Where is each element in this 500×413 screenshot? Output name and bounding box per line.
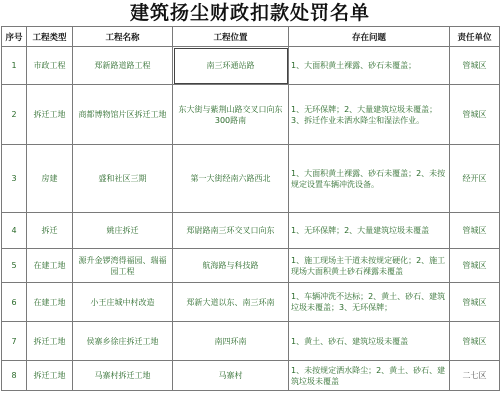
cell-name: 姚庄拆迁 [73,213,173,249]
cell-type: 拆迁工地 [27,85,73,145]
cell-name: 商都博物馆片区拆迁工地 [73,85,173,145]
cell-location: 第一大街经南六路西北 [173,145,289,213]
cell-no: 5 [2,249,27,283]
header-name: 工程名称 [73,27,173,47]
cell-unit: 管城区 [450,85,500,145]
cell-location: 东大街与紫荆山路交叉口向东300路南 [173,85,289,145]
cell-unit: 二七区 [450,361,500,391]
cell-name: 郑新路道路工程 [73,47,173,85]
cell-unit: 管城区 [450,283,500,322]
cell-name: 侯寨乡徐庄拆迁工地 [73,322,173,361]
cell-unit: 经开区 [450,145,500,213]
table-row [2,322,500,361]
cell-location: 郑新大道以东、南三环南 [173,283,289,322]
table-row [2,47,500,85]
cell-type: 拆迁工地 [27,361,73,391]
cell-type: 在建工地 [27,249,73,283]
cell-no: 4 [2,213,27,249]
header-no: 序号 [2,27,27,47]
cell-unit: 管城区 [450,322,500,361]
table-row [2,283,500,322]
cell-name: 马寨村拆迁工地 [73,361,173,391]
cell-type: 拆迁工地 [27,322,73,361]
cell-no: 2 [2,85,27,145]
cell-unit: 管城区 [450,213,500,249]
page-title: 建筑扬尘财政扣款处罚名单 [129,2,370,24]
cell-no: 7 [2,322,27,361]
cell-location: 郑尉路南三环交叉口向东 [173,213,289,249]
cell-name: 盛和社区三期 [73,145,173,213]
cell-no: 1 [2,47,27,85]
cell-unit: 管城区 [450,47,500,85]
header-issue: 存在问题 [289,27,450,47]
cell-issue: 1、无环保牌；2、大量建筑垃圾未覆盖 [289,213,450,249]
cell-issue: 1、未按规定洒水降尘；2、黄土、砂石、建筑垃圾未覆盖 [289,361,450,391]
cell-name: 小王庄城中村改造 [73,283,173,322]
header-location: 工程位置 [173,27,289,47]
cell-issue: 1、大面积黄土裸露、砂石未覆盖； [289,47,450,85]
cell-location: 航海路与科技路 [173,249,289,283]
cell-type: 市政工程 [27,47,73,85]
cell-issue: 1、无环保牌；2、大量建筑垃圾未覆盖；3、拆迁作业未洒水降尘和湿法作业。 [289,85,450,145]
penalty-table [1,26,500,391]
cell-type: 房建 [27,145,73,213]
table-row [2,85,500,145]
cell-location: 马寨村 [173,361,289,391]
cell-issue: 1、大面积黄土裸露、砂石未覆盖；2、未按规定设置车辆冲洗设备。 [289,145,450,213]
cell-no: 3 [2,145,27,213]
table-row [2,249,500,283]
cell-issue: 1、黄土、砂石、建筑垃圾未覆盖 [289,322,450,361]
header-unit: 责任单位 [450,27,500,47]
cell-no: 6 [2,283,27,322]
cell-name: 源升金锣湾得福园、瑞福园工程 [73,249,173,283]
table-row [2,145,500,213]
cell-type: 拆迁 [27,213,73,249]
cell-no: 8 [2,361,27,391]
cell-type: 在建工地 [27,283,73,322]
cell-location: 南四环南 [173,322,289,361]
table-row [2,213,500,249]
header-type: 工程类型 [27,27,73,47]
cell-issue: 1、车辆冲洗不达标；2、黄土、砂石、建筑垃圾未覆盖；3、无环保牌； [289,283,450,322]
cell-unit: 管城区 [450,249,500,283]
cell-issue: 1、施工现场主干道未按规定硬化；2、施工现场大面积黄土砂石裸露未覆盖 [289,249,450,283]
table-row [2,361,500,391]
table-header-row [2,27,500,47]
cell-location: 南三环通站路 [173,47,289,85]
